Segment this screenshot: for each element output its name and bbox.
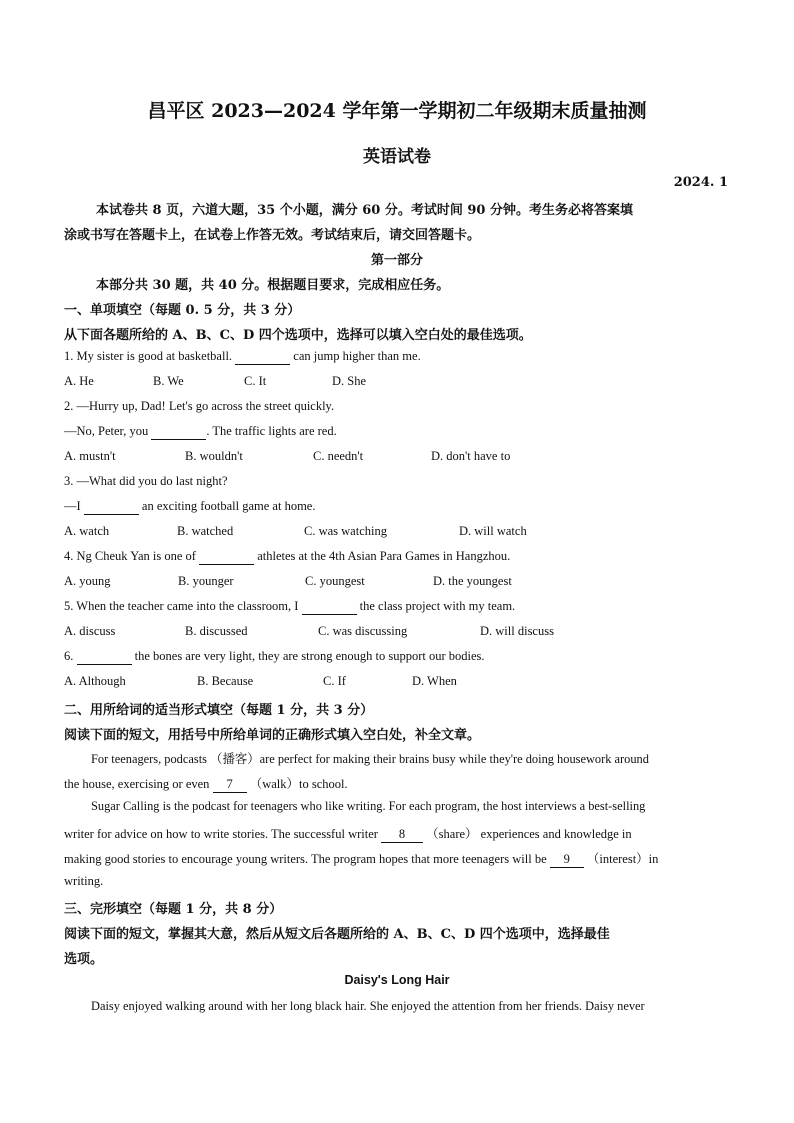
intro-line-1: 本试卷共 8 页，六道大题，35 个小题，满分 60 分。考试时间 90 分钟。考生务必将答案填: [96, 203, 633, 218]
question-5: [64, 599, 515, 615]
question-4-text-before: 4. Ng Cheuk Yan is one of: [64, 549, 200, 563]
question-6-option-d: D. When: [412, 674, 457, 688]
question-6-text-after: the bones are very light, they are strong enough to support our bodies.: [131, 649, 485, 663]
section-3-instruction-line-2: 选项。: [64, 952, 104, 967]
question-6-option-a: A. Although: [64, 674, 126, 688]
passage-text: writer for advice on how to write stories. The successful writer: [64, 827, 382, 841]
question-5-option-c: C. was discussing: [318, 624, 408, 638]
intro-line-2: 涂或书写在答题卡上，在试卷上作答无效。考试结束后，请交回答题卡。: [64, 228, 481, 243]
answer-blank: [302, 599, 357, 615]
passage-text: （interest）in: [583, 852, 659, 866]
question-4-option-b: B. younger: [178, 574, 234, 588]
answer-blank: [77, 649, 132, 665]
question-1-option-c: C. It: [244, 374, 267, 388]
passage-2-line-4: writing.: [64, 874, 104, 888]
question-6: [64, 649, 485, 665]
part-one-heading: 第一部分: [370, 253, 423, 268]
answer-blank: [199, 549, 254, 565]
answer-blank: [151, 424, 206, 440]
part-one-description: 本部分共 30 题，共 40 分。根据题目要求，完成相应任务。: [96, 278, 450, 293]
passage-text: （walk）to school.: [246, 777, 348, 791]
answer-blank-7: 7: [213, 777, 247, 793]
passage-text: the house, exercising or even: [64, 777, 213, 791]
question-2-option-d: D. don't have to: [431, 449, 511, 463]
question-1-text-before: 1. My sister is good at basketball.: [64, 349, 236, 363]
passage-2-line-3: [64, 849, 658, 868]
passage-2-line-2: [64, 824, 632, 843]
question-3-option-c: C. was watching: [304, 524, 387, 538]
question-5-text-before: 5. When the teacher came into the classroom, I: [64, 599, 302, 613]
section-3-instruction-line-1: 阅读下面的短文，掌握其大意，然后从短文后各题所给的 A、B、C、D 四个选项中，选择最佳: [64, 927, 610, 942]
section-3-title: 三、完形填空（每题 1 分，共 8 分）: [64, 902, 283, 917]
question-6-option-b: B. Because: [197, 674, 254, 688]
question-6-option-c: C. If: [323, 674, 346, 688]
passage-1-line-2: [64, 774, 348, 793]
passage-text: making good stories to encourage young writers. The program hopes that more teenagers will be: [64, 852, 550, 866]
question-4-option-c: C. youngest: [305, 574, 365, 588]
question-2: [64, 424, 337, 440]
question-2-option-a: A. mustn't: [64, 449, 116, 463]
question-1-option-a: A. He: [64, 374, 94, 388]
question-4-text-after: athletes at the 4th Asian Para Games in Hangzhou.: [254, 549, 511, 563]
answer-blank-8: 8: [381, 827, 423, 843]
question-1-option-d: D. She: [332, 374, 367, 388]
exam-title: 昌平区 2023—2024 学年第一学期初二年级期末质量抽测: [147, 100, 647, 122]
question-5-option-d: D. will discuss: [480, 624, 554, 638]
question-4-option-d: D. the youngest: [433, 574, 512, 588]
answer-blank-9: 9: [550, 852, 584, 868]
subject-title: 英语试卷: [363, 147, 431, 167]
question-2-option-b: B. wouldn't: [185, 449, 243, 463]
question-6-text-before: 6.: [64, 649, 77, 663]
question-3-text-after: an exciting football game at home.: [138, 499, 316, 513]
story-line-1: Daisy enjoyed walking around with her long black hair. She enjoyed the attention from her friends. Daisy never: [91, 999, 645, 1013]
section-1-instruction: 从下面各题所给的 A、B、C、D 四个选项中，选择可以填入空白处的最佳选项。: [64, 328, 532, 343]
question-5-option-a: A. discuss: [64, 624, 116, 638]
question-2-text-after: . The traffic lights are red.: [206, 424, 337, 438]
section-2-instruction: 阅读下面的短文，用括号中所给单词的正确形式填入空白处，补全文章。: [64, 728, 481, 743]
section-2-title: 二、用所给词的适当形式填空（每题 1 分，共 3 分）: [64, 703, 374, 718]
story-title: Daisy's Long Hair: [344, 973, 450, 987]
question-1-option-b: B. We: [153, 374, 184, 388]
question-3: [64, 499, 315, 515]
section-1-title: 一、单项填空（每题 0. 5 分，共 3 分）: [64, 303, 301, 318]
question-1: [64, 349, 421, 365]
question-4: [64, 549, 510, 565]
question-5-text-after: the class project with my team.: [356, 599, 516, 613]
question-2-text-before: —No, Peter, you: [64, 424, 152, 438]
question-2-prompt: 2. —Hurry up, Dad! Let's go across the street quickly.: [64, 399, 335, 413]
question-1-text-after: can jump higher than me.: [290, 349, 421, 363]
question-4-option-a: A. young: [64, 574, 111, 588]
answer-blank: [84, 499, 139, 515]
answer-blank: [235, 349, 290, 365]
question-3-prompt: 3. —What did you do last night?: [64, 474, 228, 488]
question-3-option-a: A. watch: [64, 524, 110, 538]
passage-text: （share） experiences and knowledge in: [423, 827, 632, 841]
passage-1-line-1: For teenagers, podcasts （播客）are perfect for making their brains busy while they're doing housework around: [91, 752, 649, 766]
passage-2-line-1: Sugar Calling is the podcast for teenagers who like writing. For each program, the host interviews a best-selling: [91, 799, 646, 813]
exam-date: 2024. 1: [673, 175, 728, 190]
question-5-option-b: B. discussed: [185, 624, 248, 638]
question-2-option-c: C. needn't: [313, 449, 364, 463]
question-3-option-d: D. will watch: [459, 524, 527, 538]
question-3-text-before: —I: [64, 499, 84, 513]
question-3-option-b: B. watched: [177, 524, 234, 538]
